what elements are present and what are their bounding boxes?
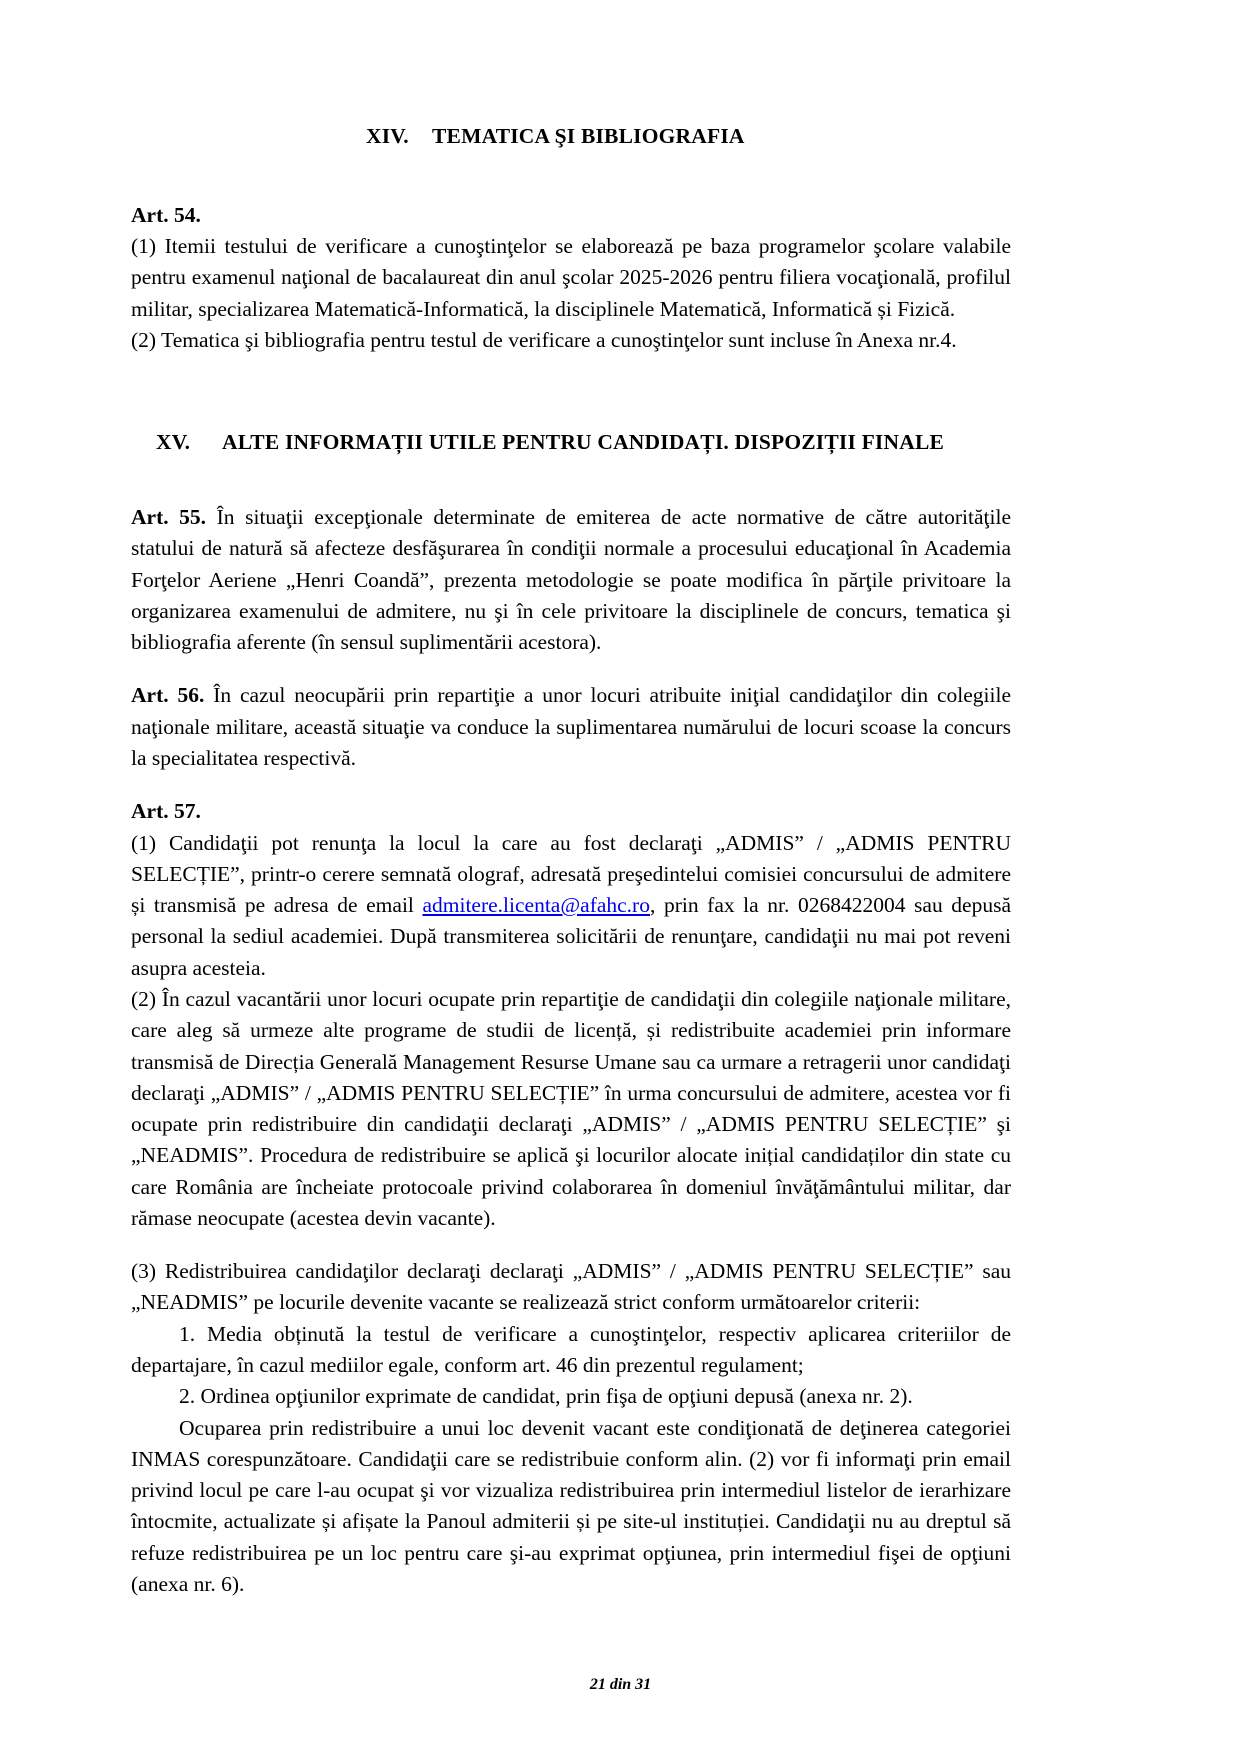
section-heading-xiv bbox=[366, 124, 1011, 150]
section-heading-xiv-wrapper bbox=[131, 0, 1011, 150]
art56-text: În cazul neocupării prin repartiţie a unor locuri atribuite iniţial candidaţilor din colegiile naţionale militare, această situaţie va conduce la suplimentarea numărului de locuri scoase la concurs la specialitatea respectivă. bbox=[131, 683, 1012, 770]
art57-label: Art. 57. bbox=[131, 799, 201, 824]
art57-p1-part-a: (1) Candidaţii pot renunţa la locul la care au fost declaraţi „ADMIS” / „ADMIS PENTRU SELECȚIE”, printr-o cerere semnată olograf, adresată preşedintelui comisiei concursului de admitere și transmisă pe adresa de email bbox=[131, 830, 1011, 918]
section-heading-xv-wrapper bbox=[131, 356, 1011, 456]
section-number-xv: XV. bbox=[156, 430, 191, 455]
art57-criterion-1: 1. Media obținută la testul de verificare a cunoştinţelor, respectiv aplicarea criteriilor de departajare, în cazul mediilor egale, conform art. 46 din prezentul regulament; bbox=[131, 1321, 1011, 1378]
art56-paragraph bbox=[131, 680, 1011, 774]
art57-paragraph-1 bbox=[131, 828, 1011, 984]
art57-p1-part-b: , prin fax la nr. 0268422004 sau depusă personal la sediul academiei. După transmiterea solicitării de renunţare, candidaţii nu mai pot reveni asupra acesteia. bbox=[131, 893, 1011, 980]
email-link[interactable]: admitere.licenta@afahc.ro bbox=[422, 893, 650, 918]
spacer-before-p3 bbox=[131, 1234, 1011, 1256]
section-heading-xv bbox=[156, 430, 1011, 456]
art57-criterion-2: 2. Ordinea opţiunilor exprimate de candidat, prin fişa de opţiuni depusă (anexa nr. 2). bbox=[179, 1384, 913, 1409]
art55-paragraph bbox=[131, 502, 1011, 658]
spacer-after-xiv bbox=[131, 150, 1011, 200]
art56-label: Art. 56. bbox=[131, 683, 205, 708]
section-number-xiv: XIV. bbox=[366, 124, 409, 148]
spacer-after-xv bbox=[131, 456, 1011, 502]
section-title-xv: ALTE INFORMAȚII UTILE PENTRU CANDIDAȚI. DISPOZIȚII FINALE bbox=[222, 430, 945, 455]
spacer-art56-art57 bbox=[131, 774, 1011, 796]
art57-paragraph-3: (3) Redistribuirea candidaţilor declaraţi declaraţi „ADMIS” / „ADMIS PENTRU SELECȚIE” sau „NEADMIS” pe locurile devenite vacante se realizează strict conform următoarelor criterii: bbox=[131, 1259, 1011, 1315]
art54-label: Art. 54. bbox=[131, 202, 201, 227]
art57-paragraph-2: (2) În cazul vacantării unor locuri ocupate prin repartiţie de candidaţii din colegiile naţionale militare, care aleg să urmeze alte programe de studii de licență, și redistribuite academiei prin informare transmisă de Direcția Generală Management Resurse Umane sau ca urmare a retragerii unor candidaţi declaraţi „ADMIS” / „ADMIS PENTRU SELECȚIE” în urma concursului de admitere, acestea vor fi ocupate prin redistribuire din candidaţii declaraţi „ADMIS” / „ADMIS PENTRU SELECȚIE” şi „NEADMIS”. Procedura de redistribuire se aplică şi locurilor alocate inițial candidaților din state cu care România are încheiate protocoale privind colaborarea în domeniul învăţământului militar, dar rămase neocupate (acestea devin vacante). bbox=[131, 986, 1011, 1230]
section-title-xiv: TEMATICA ŞI BIBLIOGRAFIA bbox=[432, 124, 745, 148]
art57-closing-paragraph: Ocuparea prin redistribuire a unui loc devenit vacant este condiţionată de deţinerea categoriei INMAS corespunzătoare. Candidaţii care se redistribuie conform alin. (2) vor fi informaţi prin email privind locul pe care l-au ocupat şi vor vizualiza redistribuirea prin intermediul listelor de ierarhizare întocmite, actualizate și afișate la Panoul admiterii și pe site-ul instituției. Candidaţii nu au dreptul să refuze redistribuirea pe un loc pentru care şi-au exprimat opţiunea, prin intermediul fişei de opţiuni (anexa nr. 6). bbox=[131, 1415, 1011, 1596]
art55-label: Art. 55. bbox=[131, 505, 207, 529]
art54-paragraph-1: (1) Itemii testului de verificare a cunoştinţelor se elaborează pe baza programelor şcolare valabile pentru examenul naţional de bacalaureat din anul şcolar 2025-2026 pentru filiera vocaţională, profilul militar, specializarea Matematică-Informatică, la disciplinele Matematică, Informatică și Fizică. bbox=[131, 234, 1011, 321]
page-footer: 21 din 31 bbox=[589, 1676, 652, 1693]
art55-text: În situaţii excepţionale determinate de emiterea de acte normative de către autorităţile statului de natură să afecteze desfăşurarea în condiţii normale a procesului educaţional în Academia Forţelor Aeriene „Henri Coandă”, prezenta metodologie se poate modifica în părţile privitoare la organizarea examenului de admitere, nu şi în cele privitoare la disciplinele de concurs, tematica şi bibliografia aferente (în sensul suplimentării acestora). bbox=[131, 505, 1011, 655]
art54-paragraph-2: (2) Tematica şi bibliografia pentru testul de verificare a cunoştinţelor sunt incluse în Anexa nr.4. bbox=[131, 327, 957, 352]
page-content bbox=[131, 0, 1011, 1600]
spacer-art55-art56 bbox=[131, 658, 1011, 680]
